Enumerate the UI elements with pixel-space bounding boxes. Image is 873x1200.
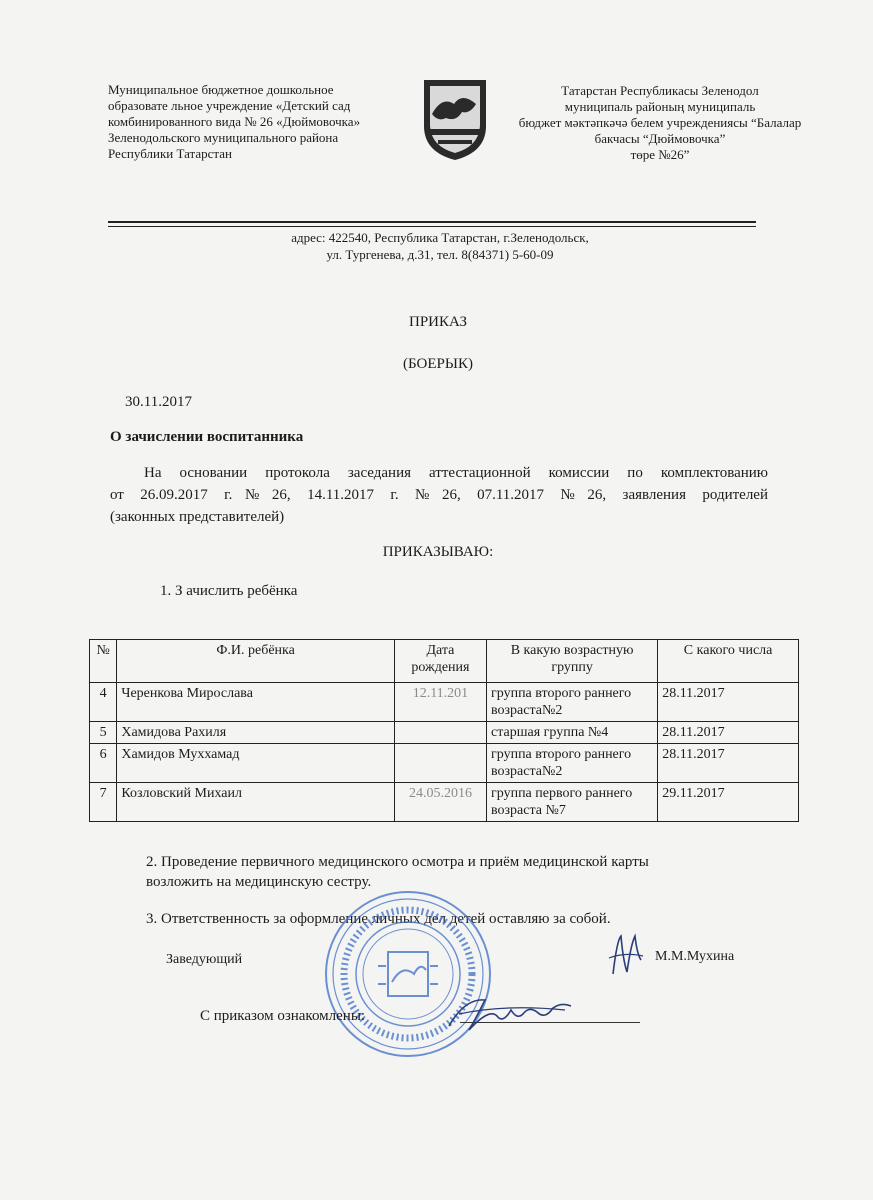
order-item-1: 1. З ачислить ребёнка <box>160 583 298 599</box>
cell-from-date: 28.11.2017 <box>658 683 799 722</box>
cell-name: Хамидова Рахиля <box>117 722 395 744</box>
order-subtitle: (БОЕРЫК) <box>403 356 473 372</box>
header-left-line: Муниципальное бюджетное дошкольное <box>108 82 334 97</box>
cell-group: группа второго раннего возраста№2 <box>487 683 658 722</box>
header-divider-thick <box>108 221 756 223</box>
head-name: М.М.Мухина <box>655 949 735 964</box>
acquainted-label: С приказом ознакомлены: <box>200 1008 366 1024</box>
table-row <box>90 744 799 783</box>
address-block <box>160 229 720 263</box>
order-subject: О зачислении воспитанника <box>110 429 304 445</box>
cell-number: 5 <box>90 722 117 744</box>
cell-name: Черенкова Мирослава <box>117 683 395 722</box>
cell-name: Козловский Михаил <box>117 783 395 822</box>
header-right-line: Татарстан Республикасы Зеленодол <box>561 83 759 98</box>
cell-group: старшая группа №4 <box>487 722 658 744</box>
basis-paragraph <box>110 462 768 528</box>
header-right-line: бакчасы “Дюймовочка” <box>594 131 726 146</box>
order-title: ПРИКАЗ <box>409 314 467 330</box>
header-right-block <box>495 83 825 163</box>
head-signature <box>605 930 645 980</box>
cell-from-date: 28.11.2017 <box>658 722 799 744</box>
cell-group: группа второго раннего возраста№2 <box>487 744 658 783</box>
col-header-from-date: С какого числа <box>658 640 799 683</box>
cell-birthdate <box>394 722 486 744</box>
table-row <box>90 722 799 744</box>
cell-birthdate: 24.05.2016 <box>394 783 486 822</box>
address-line: адрес: 422540, Республика Татарстан, г.Зеленодольск, <box>291 230 589 245</box>
header-right-line: төре №26” <box>630 147 690 162</box>
acquaintance-signature <box>445 990 575 1035</box>
cell-number: 6 <box>90 744 117 783</box>
order-item-2 <box>146 852 766 892</box>
table-header-row <box>90 640 799 683</box>
cell-birthdate <box>394 744 486 783</box>
cell-number: 7 <box>90 783 117 822</box>
basis-line: На основании протокола заседания аттестационной комиссии по комплектованию <box>144 465 768 481</box>
header-divider-thin <box>108 226 756 227</box>
head-position-label: Заведующий <box>166 952 243 967</box>
header-left-line: Зеленодольского муниципального района <box>108 130 339 145</box>
header-right-line: муниципаль районың муниципаль <box>564 99 756 114</box>
enrollment-table <box>89 639 799 822</box>
address-line: ул. Тургенева, д.31, тел. 8(84371) 5-60-09 <box>326 247 554 262</box>
col-header-number: № <box>90 640 117 683</box>
order-item-3: 3. Ответственность за оформление личных дел детей оставляю за собой. <box>146 911 611 927</box>
col-header-name: Ф.И. ребёнка <box>117 640 395 683</box>
table-row <box>90 783 799 822</box>
header-right-line: бюджет мәктәпкәчә белем учреждениясы “Балалар <box>518 115 802 130</box>
order-date: 30.11.2017 <box>125 394 192 410</box>
order-item-2-line: возложить на медицинскую сестру. <box>146 874 372 890</box>
order-item-2-line: 2. Проведение первичного медицинского осмотра и приём медицинской карты <box>146 854 649 870</box>
cell-birthdate: 12.11.201 <box>394 683 486 722</box>
cell-name: Хамидов Муххамад <box>117 744 395 783</box>
header-left-line: Республики Татарстан <box>108 146 232 161</box>
cell-number: 4 <box>90 683 117 722</box>
cell-from-date: 28.11.2017 <box>658 744 799 783</box>
table-row <box>90 683 799 722</box>
header-left-block <box>108 82 408 162</box>
basis-line: от 26.09.2017 г.№26, 14.11.2017 г. №26, 07.11.2017 №26, заявления родителей <box>110 487 768 503</box>
cell-from-date: 29.11.2017 <box>658 783 799 822</box>
cell-group: группа первого раннего возраста №7 <box>487 783 658 822</box>
header-left-line: образовате льное учреждение «Детский сад <box>108 98 351 113</box>
col-header-birthdate: Дата рождения <box>394 640 486 683</box>
header-left-line: комбинированного вида № 26 «Дюймовочка» <box>108 114 361 129</box>
decree-heading: ПРИКАЗЫВАЮ: <box>382 544 494 560</box>
basis-line: (законных представителей) <box>110 509 285 525</box>
coat-of-arms-emblem <box>418 74 492 164</box>
col-header-group: В какую возрастную группу <box>487 640 658 683</box>
